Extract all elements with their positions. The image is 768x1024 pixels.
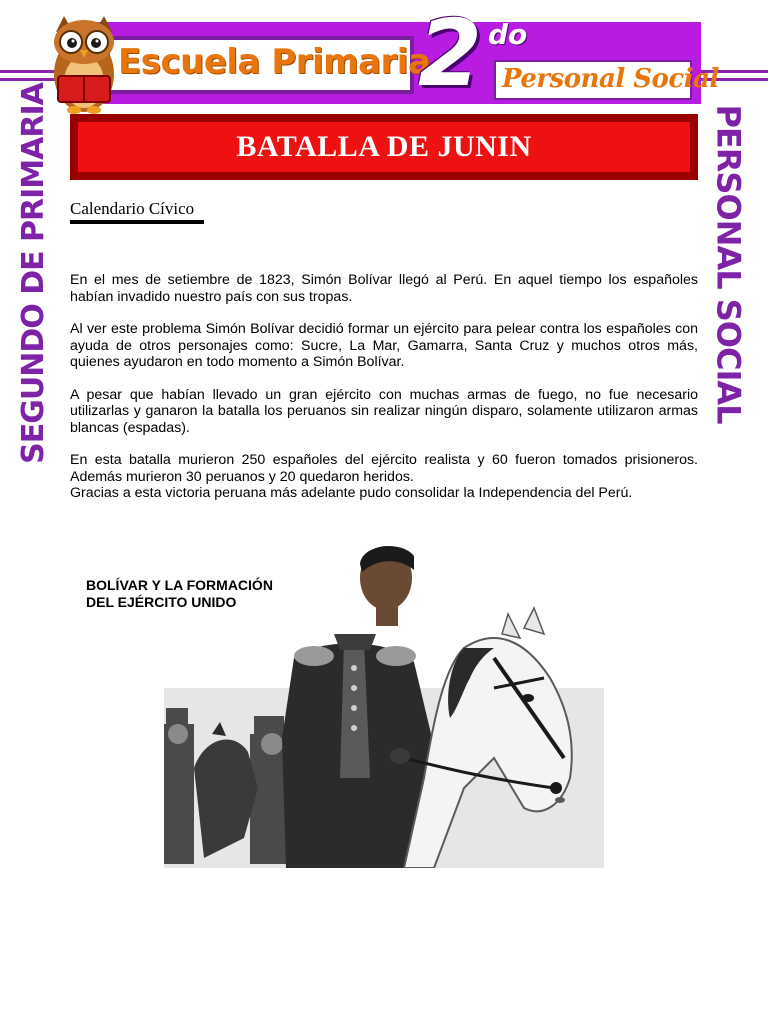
- side-label-left-text: SEGUNDO DE PRIMARIA: [15, 82, 51, 464]
- grade-number: 2: [418, 0, 483, 107]
- school-name: Escuela Primaria: [118, 42, 431, 82]
- caption-line: BOLÍVAR Y LA FORMACIÓN: [86, 577, 273, 593]
- paragraph: Gracias a esta victoria peruana más adelante pudo consolidar la Independencia del Perú.: [70, 485, 633, 501]
- section-underline: [70, 220, 204, 224]
- subject-box: [494, 60, 719, 100]
- side-label-left: [8, 82, 58, 464]
- owl-mascot-icon: [46, 12, 122, 116]
- title-banner-inner: [78, 122, 690, 172]
- illustration-caption: [86, 577, 273, 611]
- paragraph: Al ver este problema Simón Bolívar decidió formar un ejército para pelear contra los españoles con ayuda de otros personajes como: Sucre, La Mar, Gamarra, Santa Cruz y muchos otros más, quienes ayudaron en todo momento a Simón Bolívar.: [70, 321, 698, 370]
- side-label-right-text: PERSONAL SOCIAL: [710, 104, 749, 424]
- section-title: Calendario Cívico: [70, 199, 195, 218]
- subject-name: Personal Social: [502, 64, 719, 94]
- body-text: [70, 272, 698, 502]
- paragraph: A pesar que habían llevado un gran ejército con muchas armas de fuego, no fue necesario utilizarlas y ganaron la batalla los peruanos sin realizar ningún disparo, solamente utilizaron armas blancas (espadas).: [70, 386, 698, 436]
- caption-line: DEL EJÉRCITO UNIDO: [86, 594, 237, 610]
- page-title: BATALLA DE JUNIN: [236, 130, 532, 163]
- grade-suffix: do: [488, 18, 528, 51]
- side-label-right: [704, 104, 754, 424]
- school-name-box: [106, 36, 431, 94]
- paragraph: En esta batalla murieron 250 españoles del ejército realista y 60 fueron tomados prisioneros. Además murieron 30 peruanos y 20 quedaron heridos.: [70, 452, 698, 485]
- title-banner: [70, 114, 698, 180]
- paragraph: En el mes de setiembre de 1823, Simón Bolívar llegó al Perú. En aquel tiempo los españoles habían invadido nuestro país con sus tropas.: [70, 272, 698, 305]
